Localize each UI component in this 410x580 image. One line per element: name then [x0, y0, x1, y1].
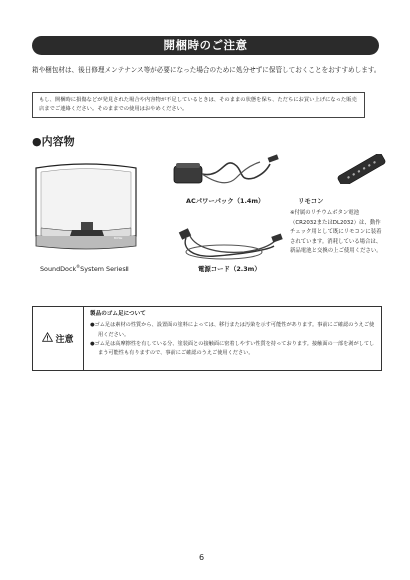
- intro-paragraph: 箱や梱包材は、後日修理メンテナンス等が必要になった場合のために処分せずに保管しておくことをおすすめします。: [32, 66, 381, 74]
- svg-text:BOSE: BOSE: [114, 236, 123, 240]
- caution-title: 製品のゴム足について: [90, 311, 146, 317]
- caution-content: [84, 307, 381, 370]
- ac-power-pack-caption: ACパワーパック（1.4m）: [186, 197, 265, 205]
- remote-illustration: [332, 154, 390, 184]
- notice-box: もし、開梱時に損傷などが発見された場合や内容物が不足しているときは、そのままの状態を保ち、ただちにお買い上げになった販売店までご連絡ください。そのままでの使用はおやめください。: [32, 92, 365, 118]
- ac-power-pack-illustration: [172, 148, 284, 193]
- sounddock-illustration: [32, 158, 140, 252]
- contents-heading: ●内容物: [32, 135, 75, 148]
- remote-caption: リモコン: [298, 197, 324, 205]
- banner-title: 開梱時のご注意: [163, 38, 248, 52]
- caution-bullet-2: ●ゴム足は高摩擦性を有している分、塗装面との接触面に密着しやすい性質を持っております。接触面の一部を剥がしてしまう可能性も有りますので、事前にご確認のうえご使用ください。: [90, 340, 375, 357]
- caution-label: 注意: [55, 335, 74, 345]
- caution-bullet-1: ●ゴム足は素材の性質から、設置面の塗料によっては、移行または汚染を示す可能性があります。事前にご確認のうえご使用ください。: [90, 322, 375, 338]
- page-number: 6: [199, 553, 205, 562]
- sounddock-caption: SoundDock®System SeriesⅡ: [40, 264, 129, 274]
- remote-battery-note: ※付属のリチウムボタン電池（CR2032またはDL2032）は、動作チェック用として既にリモコンに装着されています。消耗している場合は、新品電池と交換の上ご使用ください。: [290, 210, 382, 255]
- section-banner: [32, 36, 379, 55]
- power-cord-caption: 電源コード（2.3m）: [198, 265, 261, 273]
- caution-label-cell: [33, 307, 84, 370]
- power-cord-illustration: [172, 224, 284, 264]
- warning-triangle-icon: [42, 332, 53, 345]
- caution-box: [32, 306, 382, 371]
